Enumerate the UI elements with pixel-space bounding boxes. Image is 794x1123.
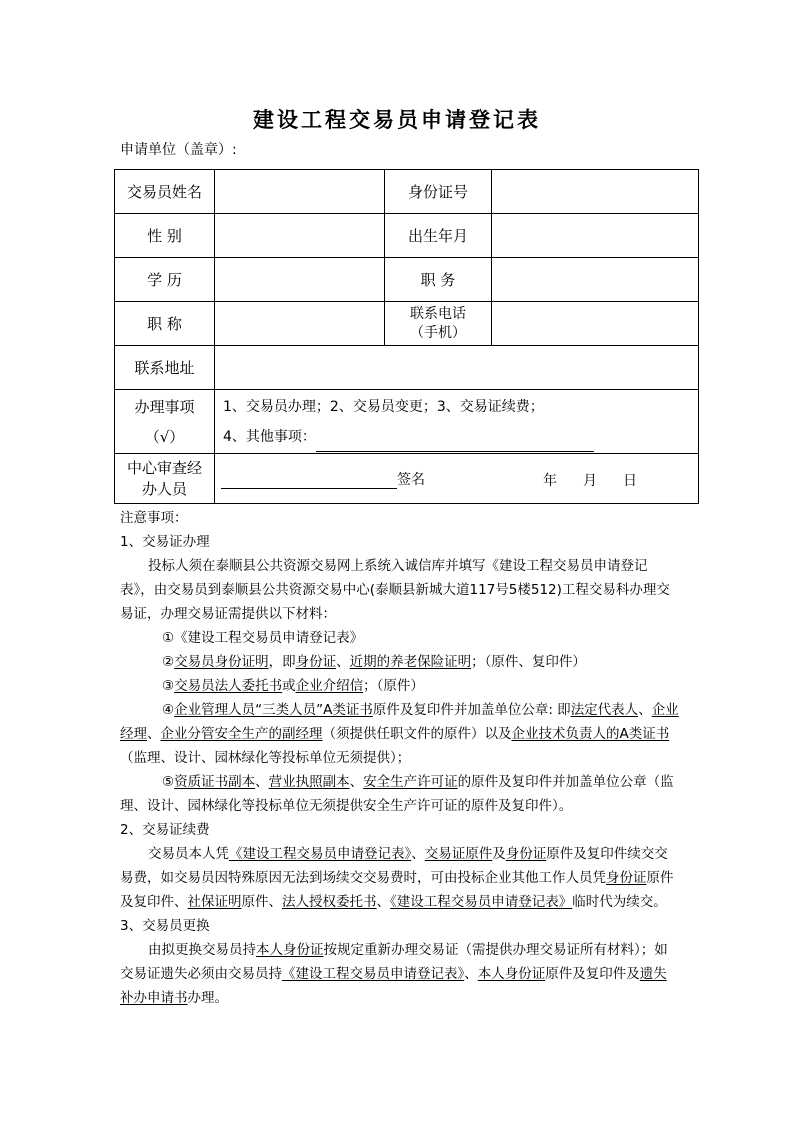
reviewer-label-line1: 中心审查经 [126, 458, 202, 477]
notes-heading: 注意事项： [120, 510, 188, 526]
phone-label-line2: （手机） [410, 324, 466, 341]
item3: ③交易员法人委托书或企业介绍信；（原件） [162, 678, 424, 694]
education-label: 学 历 [115, 258, 215, 302]
id-field[interactable] [492, 170, 699, 214]
month-label: 月 [583, 473, 597, 489]
address-label: 联系地址 [115, 346, 215, 390]
matters-label [115, 390, 215, 454]
other-matters-blank[interactable] [316, 435, 594, 452]
page-title: 建设工程交易员申请登记表 [253, 107, 541, 132]
other-matters-label: 4、其他事项： [223, 428, 316, 445]
title-label: 职 称 [115, 302, 215, 346]
section1-paragraph: 投标人须在泰顺县公共资源交易网上系统入诚信库并填写《建设工程交易员申请登记表》，由交易员到泰顺县公共资源交易中心(泰顺县新城大道117号5楼512)工程交易科办理交易证，办理交易证需提供以下材料： [120, 558, 670, 622]
reviewer-signature-cell[interactable] [215, 454, 699, 504]
gender-field[interactable] [215, 214, 385, 258]
id-label: 身份证号 [385, 170, 492, 214]
name-label: 交易员姓名 [115, 170, 215, 214]
phone-label-line1: 联系电话 [410, 305, 466, 322]
gender-label: 性 别 [115, 214, 215, 258]
day-label: 日 [623, 473, 637, 489]
reviewer-label [115, 454, 215, 504]
section3-paragraph: 由拟更换交易员持本人身份证按规定重新办理交易证（需提供办理交易证所有材料）；如交易证遗失必须由交易员持《建设工程交易员申请登记表》、本人身份证原件及复印件及遗失补办申请书办理。 [120, 942, 668, 1006]
birth-field[interactable] [492, 214, 699, 258]
section1-title: 1、交易证办理 [120, 534, 210, 550]
matters-label-line2: （√） [144, 427, 185, 446]
section2-paragraph: 交易员本人凭《建设工程交易员申请登记表》、交易证原件及身份证原件及复印件续交交易费，如交易员因特殊原因无法到场续交交易费时，可由投标企业其他工作人员凭身份证原件及复印件、社保证明原件、法人授权委托书、《建设工程交易员申请登记表》临时代为续交。 [120, 846, 674, 910]
applicant-unit-label: 申请单位（盖章）: [120, 142, 237, 158]
education-field[interactable] [215, 258, 385, 302]
year-label: 年 [543, 473, 557, 489]
registration-form-table [114, 169, 699, 504]
phone-field[interactable] [492, 302, 699, 346]
item1: ①《建设工程交易员申请登记表》 [162, 630, 364, 646]
matters-label-line1: 办理事项 [134, 397, 195, 416]
section3-title: 3、交易员更换 [120, 918, 210, 934]
birth-label: 出生年月 [385, 214, 492, 258]
reviewer-label-line2: 办人员 [141, 479, 187, 498]
notes-section [120, 506, 680, 1010]
position-field[interactable] [492, 258, 699, 302]
matters-line2 [215, 422, 698, 452]
item5: ⑤资质证书副本、营业执照副本、安全生产许可证的原件及复印件并加盖单位公章（监理、设计、园林绿化等投标单位无须提供安全生产许可证的原件及复印件）。 [120, 774, 674, 814]
sign-label: 签名 [397, 471, 425, 488]
item4: ④企业管理人员“三类人员”A类证书原件及复印件并加盖单位公章: 即法定代表人、企业经理、企业分管安全生产的副经理（须提供任职文件的原件）以及企业技术负责人的A类证书（监理、设计、园林绿化等投标单位无须提供）； [120, 702, 679, 766]
address-field[interactable] [215, 346, 699, 390]
matters-options[interactable] [215, 390, 699, 454]
name-field[interactable] [215, 170, 385, 214]
matters-line1: 1、交易员办理；2、交易员变更；3、交易证续费； [223, 398, 544, 415]
position-label: 职 务 [385, 258, 492, 302]
title-field[interactable] [215, 302, 385, 346]
item2: ②交易员身份证明，即身份证、近期的养老保险证明；（原件、复印件） [162, 654, 586, 670]
section2-title: 2、交易证续费 [120, 822, 210, 838]
signature-blank[interactable] [221, 471, 397, 489]
phone-label [385, 302, 492, 346]
